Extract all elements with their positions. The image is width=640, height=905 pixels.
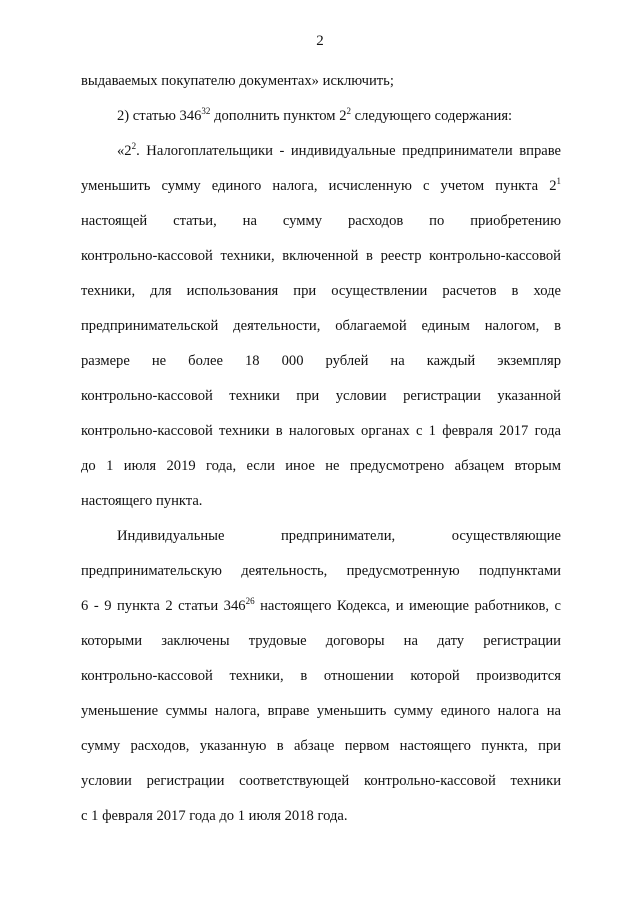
superscript: 2 <box>346 106 351 116</box>
text-line-7: техники, для использования при осуществлении расчетов в ходе <box>81 283 561 299</box>
text-line-16 <box>81 597 561 615</box>
text-line-1: выдаваемых покупателю документах» исключить; <box>81 73 394 89</box>
superscript: 2 <box>131 141 137 151</box>
text-line-5: настоящей статьи, на сумму расходов по приобретению <box>81 213 561 229</box>
text-line-9: размере не более 18 000 рублей на каждый экземпляр <box>81 353 561 369</box>
superscript: 32 <box>201 106 211 116</box>
text-line-4 <box>81 177 561 195</box>
text-line-2 <box>117 107 561 125</box>
text-fragment: «2 <box>117 143 132 159</box>
text-line-15: предпринимательскую деятельность, предусмотренную подпунктами <box>81 563 561 579</box>
superscript: 26 <box>245 596 255 606</box>
text-line-8: предпринимательской деятельности, облагаемой единым налогом, в <box>81 318 561 334</box>
superscript: 1 <box>556 176 561 186</box>
text-fragment: 6 - 9 пункта 2 статьи 346 <box>81 598 246 614</box>
text-fragment: настоящего Кодекса, и имеющие работников, с <box>254 598 561 614</box>
text-line-6: контрольно-кассовой техники, включенной в реестр контрольно-кассовой <box>81 248 561 264</box>
text-line-20: сумму расходов, указанную в абзаце первом настоящего пункта, при <box>81 738 561 754</box>
text-line-22: с 1 февраля 2017 года до 1 июля 2018 года. <box>81 808 348 824</box>
text-line-17: которыми заключены трудовые договоры на дату регистрации <box>81 633 561 649</box>
text-fragment: дополнить пунктом 2 <box>210 108 347 124</box>
text-line-18: контрольно-кассовой техники, в отношении которой производится <box>81 668 561 684</box>
text-fragment: следующего содержания: <box>351 108 513 124</box>
text-line-3 <box>117 142 561 160</box>
text-line-12: до 1 июля 2019 года, если иное не предусмотрено абзацем вторым <box>81 458 561 474</box>
text-fragment: . Налогоплательщики - индивидуальные предприниматели вправе <box>136 143 561 159</box>
text-line-13: настоящего пункта. <box>81 493 203 509</box>
text-line-19: уменьшение суммы налога, вправе уменьшить сумму единого налога на <box>81 703 561 719</box>
text-fragment: уменьшить сумму единого налога, исчисленную с учетом пункта 2 <box>81 178 557 194</box>
text-fragment: 2) статью 346 <box>117 108 202 124</box>
page-number: 2 <box>316 33 324 49</box>
text-line-10: контрольно-кассовой техники при условии регистрации указанной <box>81 388 561 404</box>
text-line-11: контрольно-кассовой техники в налоговых органах с 1 февраля 2017 года <box>81 423 561 439</box>
text-line-21: условии регистрации соответствующей контрольно-кассовой техники <box>81 773 561 789</box>
text-line-14: Индивидуальные предприниматели, осуществляющие <box>117 528 561 544</box>
